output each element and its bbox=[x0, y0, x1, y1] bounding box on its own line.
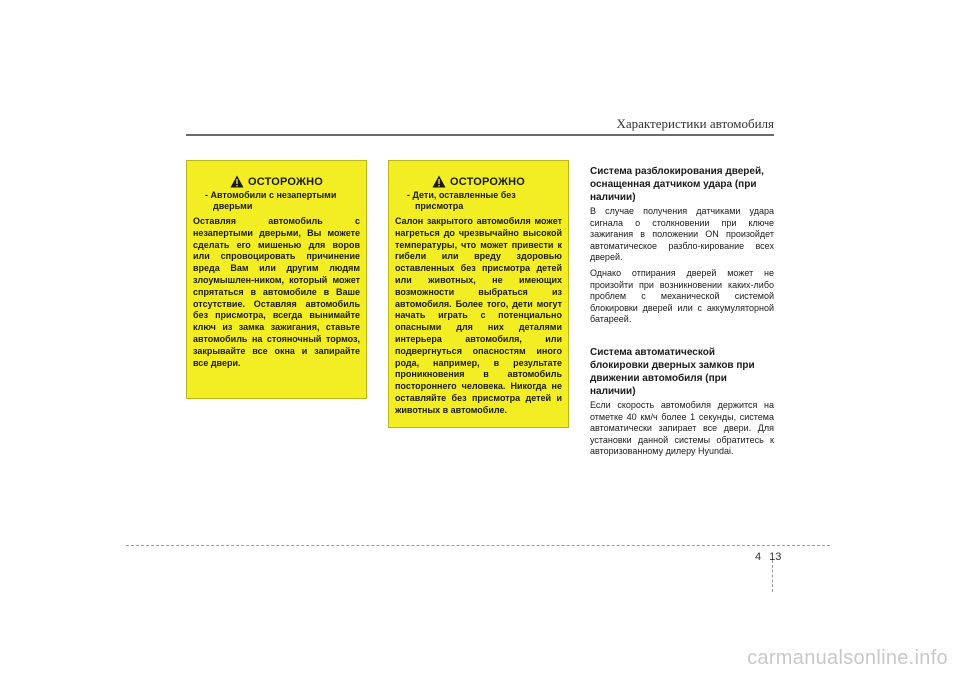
warning-body: Оставляя автомобиль с незапертыми дверьми, Вы можете сделать его мишенью для воров или спровоцировать причинение вреда Вам или другим людям злоумышлен-ником, который может спрятаться в автомобиле в Ваше отсутствие. Оставляя автомобиль без присмотра, всегда вынимайте ключ из замка зажигания, ставьте автомобиль на стояночный тормоз, закрывайте все окна и запирайте все двери. bbox=[193, 216, 360, 368]
warning-header bbox=[193, 175, 360, 188]
section-heading-impact-unlock: Система разблокирования дверей, оснащенная датчиком удара (при наличии) bbox=[590, 166, 764, 203]
page-number-divider bbox=[772, 560, 773, 592]
warning-box-unattended-children bbox=[388, 160, 569, 428]
section-heading-speed-lock: Система автоматической блокировки дверных замков при движении автомобиля (при наличии) bbox=[590, 346, 755, 397]
page-number bbox=[755, 551, 781, 563]
warning-subtitle: - Автомобили с незапертыми дверьми bbox=[205, 190, 337, 211]
header-divider bbox=[186, 134, 774, 136]
warning-body: Салон закрытого автомобиля может нагреться до чрезвычайно высокой температуры, что может привести к гибели или вреду здоровью оставленных без присмотра детей или животных, не имеющих возможности выбраться из автомобиля. Более того, дети могут начать играть с потенциально опасными для них деталями интерьера автомобиля, или подвергнуться опасностям иного рода, например, в результате проникновения в автомобиль постороннего человека. Никогда не оставляйте без присмотра детей и животных в автомобиле. bbox=[395, 216, 562, 415]
section-paragraph: В случае получения датчиками удара сигнала о столкновении при ключе зажигания в положении ON произойдет автоматическое разбло-кирование всех дверей. bbox=[590, 206, 774, 263]
chapter-number: 4 bbox=[755, 551, 762, 563]
footer-divider bbox=[126, 545, 830, 546]
watermark: carmanualsonline.info bbox=[747, 647, 948, 669]
section-paragraph: Однако отпирания дверей может не произойти при возникновении каких-либо проблем с механической системой блокировки дверей или с аккумуляторной батареей. bbox=[590, 267, 774, 325]
text-column bbox=[590, 165, 774, 462]
warning-triangle-icon bbox=[432, 175, 446, 188]
warning-header bbox=[395, 175, 562, 188]
warning-title: ОСТОРОЖНО bbox=[247, 175, 324, 188]
page-number-value: 13 bbox=[769, 551, 782, 563]
warning-triangle-icon bbox=[230, 175, 244, 188]
warning-title: ОСТОРОЖНО bbox=[449, 175, 526, 188]
section-paragraph: Если скорость автомобиля держится на отметке 40 км/ч более 1 секунды, система автоматически запирает все двери. Для установки данной системы обратитесь к авторизованному дилеру Hyundai. bbox=[590, 399, 774, 457]
page-header-title: Характеристики автомобиля bbox=[616, 116, 774, 131]
warning-box-unlocked-doors bbox=[186, 160, 367, 399]
warning-subtitle: - Дети, оставленные без присмотра bbox=[407, 190, 516, 211]
